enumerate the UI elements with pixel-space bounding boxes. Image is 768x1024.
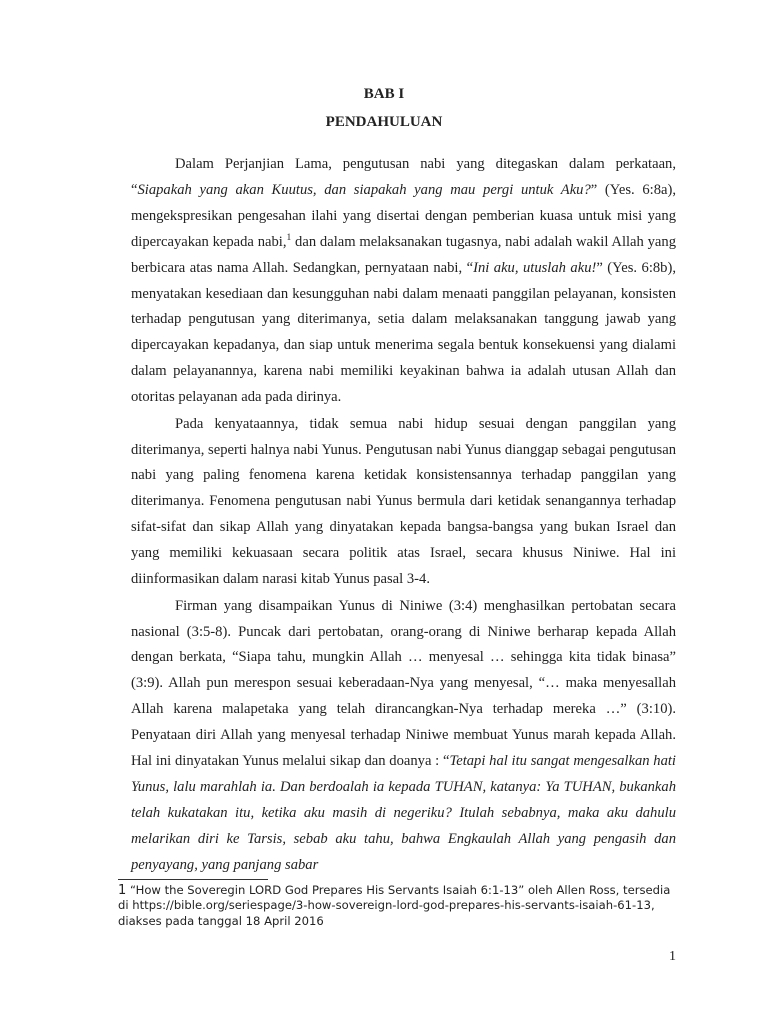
body-text — [131, 152, 676, 879]
footnote-reference: 1 — [286, 232, 292, 243]
footnote-separator — [118, 879, 268, 880]
text-segment: ” (Yes. 6:8a), mengekspresikan pengesahan ilahi yang disertai dengan pemberian kuasa untuk misi yang dipercayakan kepada nabi, — [131, 181, 676, 250]
text-segment: Dalam Perjanjian Lama, pengutusan nabi yang ditegaskan dalam perkataan, “ — [131, 156, 676, 198]
italic-quote: Tetapi hal itu sangat mengesalkan hati Yunus, lalu marahlah ia. Dan berdoalah ia kepada TUHAN, katanya: Ya TUHAN, bukankah telah kukatakan itu, ketika aku masih di negeriku? Itulah sebabnya, maka aku dahulu melarikan diri ke Tarsis, sebab aku tahu, bahwa Engkaulah Allah yang pengasih dan penyayang, yang panjang sabar — [131, 753, 676, 873]
page-number: 1 — [669, 949, 676, 964]
footnote-text: “How the Soveregin LORD God Prepares His Servants Isaiah 6:1-13” oleh Allen Ross, tersedia di https://bible.org/seriespage/3-how-sovereign-lord-god-prepares-his-servants-isaiah-61-13, diakses pada tanggal 18 April 2016 — [118, 883, 671, 928]
italic-quote: Ini aku, utuslah aku! — [473, 259, 597, 276]
paragraph — [131, 152, 676, 411]
paragraph — [131, 594, 676, 879]
chapter-heading: BAB I — [363, 86, 405, 102]
text-segment: dan dalam melaksanakan tugasnya, nabi adalah wakil Allah yang berbicara atas nama Allah. Sedangkan, pernyataan nabi, “ — [131, 233, 676, 276]
text-segment: Firman yang disampaikan Yunus di Niniwe (3:4) menghasilkan pertobatan secara nasional (3:5-8). Puncak dari pertobatan, orang-orang di Niniwe berharap kepada Allah dengan berkata, “Siapa tahu, mungkin Allah … menyesal … sehingga kita tidak binasa” (3:9). Allah pun merespon sesuai keberadaan-Nya yang menyesal, “… maka menyesallah Allah karena malapetaka yang telah dirancangkan-Nya terhadap mereka …” (3:10). Penyataan diri Allah yang menyesal terhadap Niniwe membuat Yunus marah kepada Allah. Hal ini dinyatakan Yunus melalui sikap dan doanya : “ — [131, 597, 676, 770]
italic-quote: Siapakah yang akan Kuutus, dan siapakah yang mau pergi untuk Aku? — [137, 181, 591, 198]
footnote-mark: 1 — [118, 883, 127, 898]
paragraph — [131, 412, 676, 593]
footnote — [118, 883, 678, 929]
text-segment: Pada kenyataannya, tidak semua nabi hidup sesuai dengan panggilan yang diterimanya, seperti halnya nabi Yunus. Pengutusan nabi Yunus dianggap sebagai pengutusan nabi yang paling fenomena karena ketidak konsistensannya terhadap panggilan yang diterimanya. Fenomena pengutusan nabi Yunus bermula dari ketidak senangannya terhadap sifat-sifat dan sikap Allah yang dinyatakan kepada bangsa-bangsa yang bukan Israel dan yang memiliki kekuasaan secara politik atas Israel, secara khusus Niniwe. Hal ini diinformasikan dalam narasi kitab Yunus pasal 3-4. — [131, 415, 676, 588]
text-segment: ” (Yes. 6:8b), menyatakan kesediaan dan kesungguhan nabi dalam menaati panggilan pelayanan, konsisten terhadap pengutusan yang diterimanya, setia dalam melaksanakan tanggung jawab yang dipercayakan kepadanya, dan siap untuk menerima segala bentuk konsekuensi yang dialami dalam pelayanannya, karena nabi memiliki keyakinan bahwa ia adalah utusan Allah dan otoritas pelayanan ada pada dirinya. — [131, 259, 676, 406]
chapter-title: PENDAHULUAN — [325, 114, 443, 130]
